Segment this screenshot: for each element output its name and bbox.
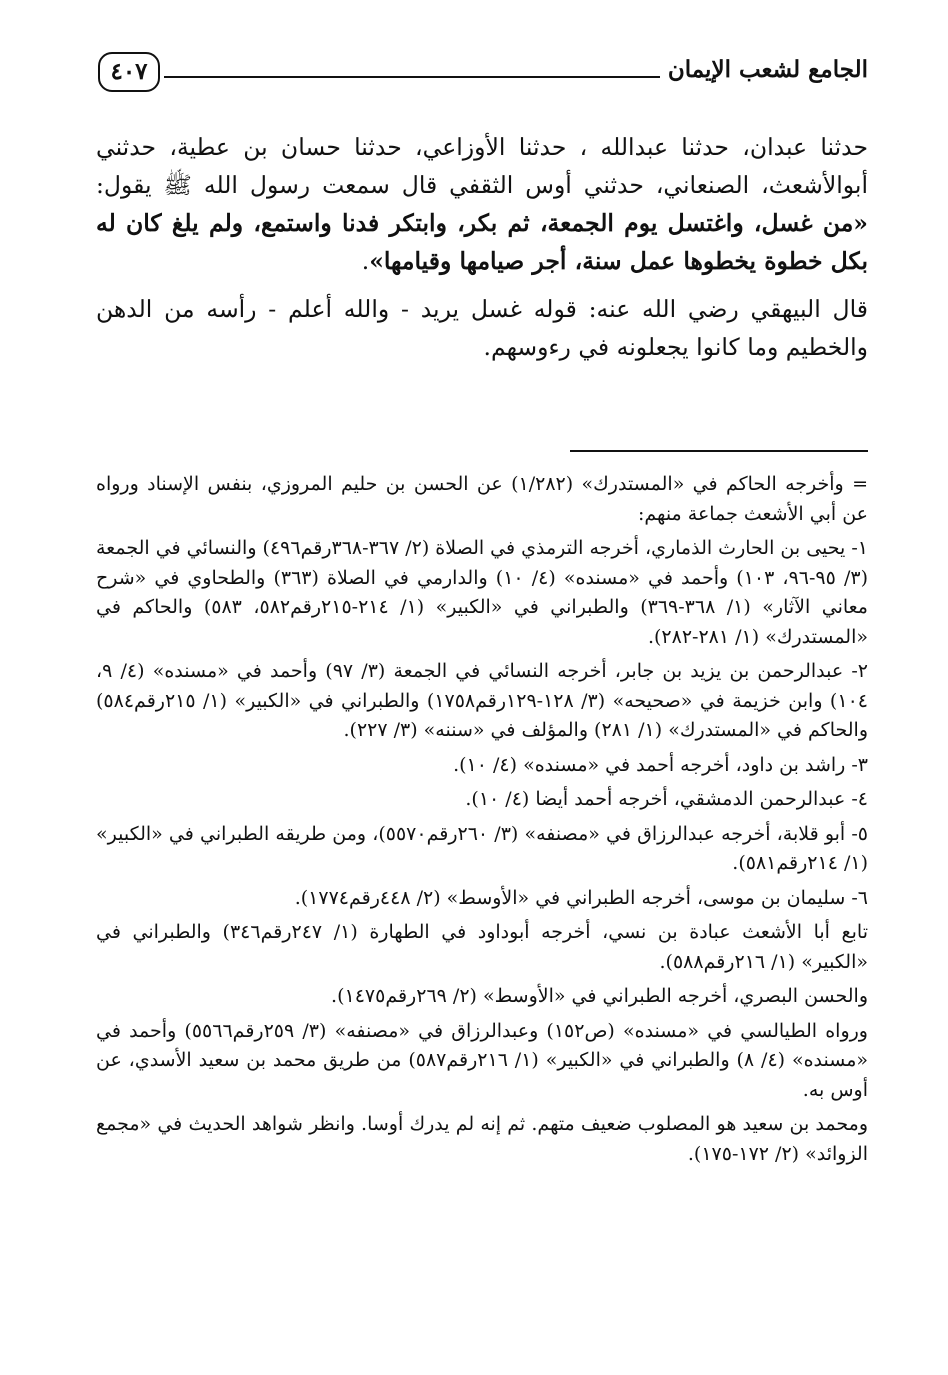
sentence-end: .	[361, 247, 370, 275]
footnote-item: والحسن البصري، أخرجه الطبراني في «الأوسط» (٢/ ٢٦٩رقم١٤٧٥).	[331, 985, 868, 1007]
footnote-item: ٥- أبو قلابة، أخرجه عبدالرزاق في «مصنفه» (٣/ ٢٦٠رقم٥٥٧٠)، ومن طريقه الطبراني في «الكبير» (١/ ٢١٤رقم٥٨١).	[96, 822, 868, 874]
main-text	[96, 128, 868, 366]
footnote-item: ومحمد بن سعيد هو المصلوب ضعيف متهم. ثم إنه لم يدرك أوسا. وانظر شواهد الحديث في «مجمع الزوائد» (٢/ ١٧٢-١٧٥).	[96, 1113, 868, 1165]
footnote-continuation: = وأخرجه الحاكم في «المستدرك» (١/٢٨٢) عن الحسن بن حليم المروزي، بنفس الإسناد ورواه عن أبي الأشعث جماعة منهم:	[96, 473, 869, 525]
footnote-item: ٤- عبدالرحمن الدمشقي، أخرجه أحمد أيضا (٤/ ١٠).	[465, 788, 868, 810]
footnote-item: ١- يحيى بن الحارث الذماري، أخرجه الترمذي في الصلاة (٢/ ٣٦٧-٣٦٨رقم٤٩٦) والنسائي في الجمعة (٣/ ٩٥-٩٦، ١٠٣) وأحمد في «مسنده» (٤/ ١٠) والدارمي في الصلاة (٣٦٣) والطحاوي في «شرح معاني الآثار» (١/ ٣٦٨-٣٦٩) والطبراني في «الكبير» (١/ ٢١٤-٢١٥رقم٥٨٢، ٥٨٣) والحاكم في «المستدرك» (١/ ٢٨١-٢٨٢).	[96, 537, 868, 648]
footnote-item: تابع أبا الأشعث عبادة بن نسي، أخرجه أبوداود في الطهارة (١/ ٢٤٧رقم٣٤٦) والطبراني في «الكبير» (١/ ٢١٦رقم٥٨٨).	[96, 921, 868, 973]
page-header	[98, 52, 868, 98]
header-rule	[164, 76, 660, 78]
footnote-item: ٢- عبدالرحمن بن يزيد بن جابر، أخرجه النسائي في الجمعة (٣/ ٩٧) وأحمد في «مسنده» (٤/ ٩، ١٠٤) وابن خزيمة في «صحيحه» (٣/ ١٢٨-١٢٩رقم١٧٥٨) والطبراني في «الكبير» (١/ ٢١٥رقم٥٨٤) والحاكم في «المستدرك» (١/ ٢٨١) والمؤلف في «سننه» (٣/ ٢٢٧).	[96, 660, 868, 741]
footnote-item: ٣- راشد بن داود، أخرجه أحمد في «مسنده» (٤/ ١٠).	[453, 753, 868, 776]
hadith-paragraph	[96, 128, 868, 280]
running-title: الجامع لشعب الإيمان	[667, 56, 868, 83]
footnote-item: ورواه الطيالسي في «مسنده» (ص١٥٢) وعبدالرزاق في «مصنفه» (٣/ ٢٥٩رقم٥٥٦٦) وأحمد في «مسنده» (٤/ ٨) والطبراني في «الكبير» (١/ ٢١٦رقم٥٨٧) من طريق محمد بن سعيد الأسدي، عن أوس به.	[96, 1019, 868, 1101]
footnotes	[96, 470, 868, 1174]
isnad-text: حدثنا عبدان، حدثنا عبدالله ، حدثنا الأوزاعي، حدثنا حسان بن عطية، حدثني أبوالأشعث، الصنعاني، حدثني أوس الثقفي قال سمعت رسول الله ﷺ يقول:	[96, 133, 868, 199]
commentary-paragraph: قال البيهقي رضي الله عنه: قوله غسل يريد - والله أعلم - رأسه من الدهن والخطيم وما كانوا يجعلونه في رءوسهم.	[96, 295, 868, 361]
hadith-quote: «من غسل، واغتسل يوم الجمعة، ثم بكر، وابتكر فدنا واستمع، ولم يلغ كان له بكل خطوة يخطوها عمل سنة، أجر صيامها وقيامها»	[96, 209, 868, 275]
footnote-item: ٦- سليمان بن موسى، أخرجه الطبراني في «الأوسط» (٢/ ٤٤٨رقم١٧٧٤).	[294, 886, 868, 909]
footnote-separator	[570, 450, 868, 452]
page-number: ٤٠٧	[98, 52, 160, 92]
